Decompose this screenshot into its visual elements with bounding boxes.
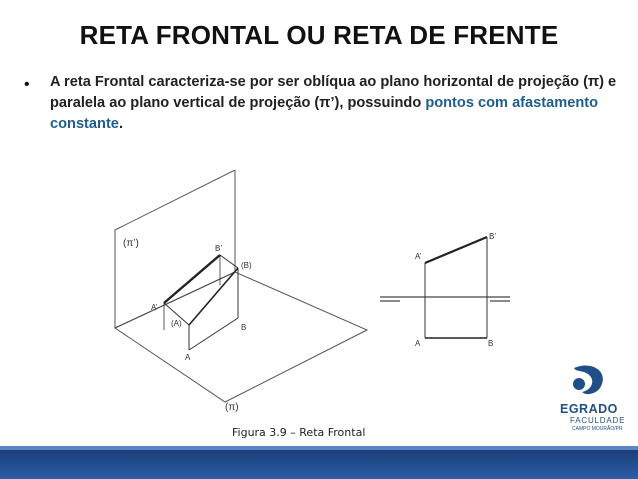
epure-label-b-prime: B’ (489, 232, 497, 241)
frontal-line-epure (375, 225, 515, 355)
epure-label-a-prime: A’ (415, 252, 422, 261)
paragraph-highlight: pontos com afastamento constante (50, 95, 599, 132)
frontal-projection-ab (164, 255, 220, 303)
figure-caption: Figura 3.9 – Reta Frontal (232, 426, 366, 439)
bullet-paragraph (50, 72, 620, 135)
slide-title: RETA FRONTAL OU RETA DE FRENTE (79, 20, 559, 50)
bullet-marker: • (24, 76, 30, 93)
epure-label-a: A (415, 339, 421, 348)
label-horizontal-plane: (π) (225, 402, 239, 413)
horizontal-plane (115, 272, 367, 402)
logo-name: EGRADO (560, 402, 618, 416)
label-vertical-plane: (π’) (123, 238, 139, 249)
horizontal-projection-ab (189, 318, 238, 350)
label-a-prime: A’ (151, 303, 158, 312)
frontal-line-3d-figure (95, 170, 375, 425)
label-a-bracket: (A) (171, 319, 182, 328)
epure-label-b: B (488, 339, 494, 348)
paragraph-text: A reta Frontal caracteriza-se por ser oblíqua ao plano horizontal de projeção (π) e paralela ao plano vertical de projeção (π’), possuindo (50, 74, 617, 111)
label-b-bracket: (B) (241, 261, 252, 270)
label-b: B (241, 323, 247, 332)
label-b-prime: B’ (215, 244, 223, 253)
epure-frontal-projection (425, 237, 487, 263)
label-a: A (185, 353, 191, 362)
logo-location: CAMPO MOURÃO/PR (572, 426, 623, 432)
logo-subtitle: FACULDADE (570, 416, 626, 425)
paragraph-end: . (118, 116, 123, 132)
footer-bar (0, 450, 638, 479)
